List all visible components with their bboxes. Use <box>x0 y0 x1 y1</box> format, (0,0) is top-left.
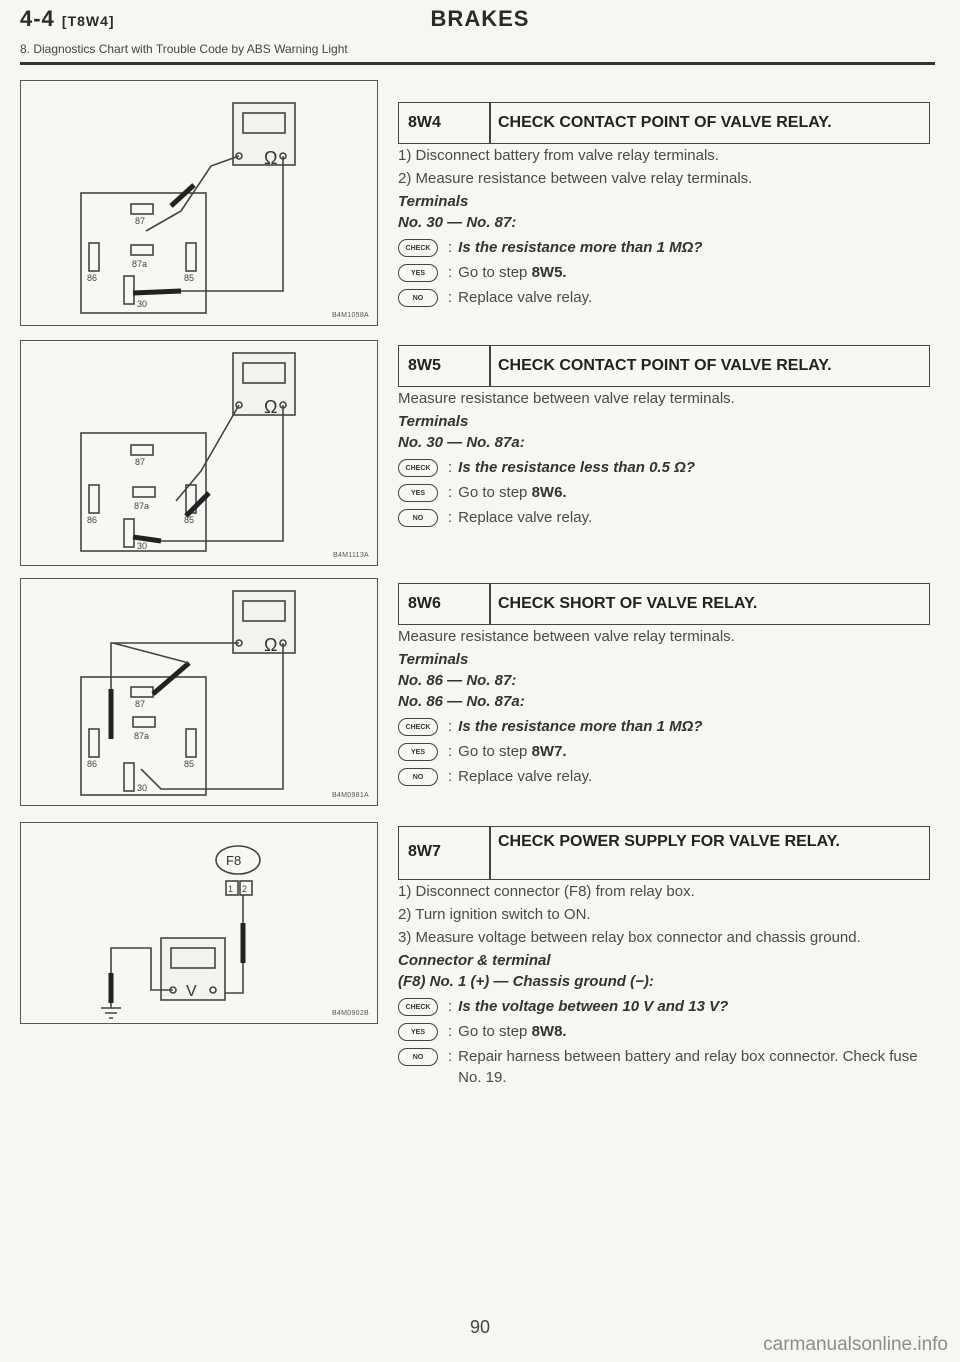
terminal-30-label: 30 <box>137 783 148 793</box>
figure-relay-1 <box>20 80 378 326</box>
instruction-line: 2) Measure resistance between valve relay terminals. <box>398 170 753 187</box>
yes-step-link[interactable]: 8W7. <box>531 743 567 760</box>
spec-label: Terminals <box>398 413 469 430</box>
colon: : <box>448 239 453 256</box>
meter-symbol-3: Ω <box>264 635 278 655</box>
colon: : <box>448 998 453 1015</box>
step-8w4 <box>398 102 930 308</box>
meter-symbol-volt: V <box>186 983 197 1000</box>
yes-badge: YES <box>398 743 438 761</box>
step-divider <box>489 346 491 386</box>
check-badge: CHECK <box>398 239 438 257</box>
colon: : <box>448 289 453 306</box>
spec-value: No. 30 — No. 87: <box>398 214 517 231</box>
terminal-30-label: 30 <box>137 299 148 309</box>
spec-label: Terminals <box>398 193 469 210</box>
step-id: 8W4 <box>408 114 441 131</box>
step-8w5 <box>398 345 930 528</box>
step-divider <box>489 827 491 879</box>
page-title: BRAKES <box>430 6 530 31</box>
terminal-30-label: 30 <box>137 541 148 551</box>
page-header <box>20 6 940 62</box>
colon: : <box>448 264 453 281</box>
no-row <box>398 287 930 308</box>
no-action: Replace valve relay. <box>458 509 593 526</box>
yes-action <box>458 262 930 283</box>
terminal-86-label: 86 <box>87 515 98 525</box>
page-subtitle: 8. Diagnostics Chart with Trouble Code by ABS Warning Light <box>20 42 348 56</box>
step-header <box>398 583 930 625</box>
spec-value: No. 86 — No. 87a: <box>398 693 525 710</box>
terminal-86-label: 86 <box>87 759 98 769</box>
step-title: CHECK CONTACT POINT OF VALVE RELAY. <box>498 357 832 374</box>
yes-step-link[interactable]: 8W8. <box>531 1023 567 1040</box>
yes-prefix: Go to step <box>458 264 528 281</box>
instruction-line: 1) Disconnect battery from valve relay terminals. <box>398 147 719 164</box>
check-question: Is the resistance more than 1 MΩ? <box>458 718 703 735</box>
yes-action <box>458 482 930 503</box>
instruction-line: Measure resistance between valve relay terminals. <box>398 628 735 645</box>
no-badge: NO <box>398 509 438 527</box>
terminal-85-label: 85 <box>184 759 195 769</box>
yes-row <box>398 262 930 283</box>
no-action: Replace valve relay. <box>458 289 593 306</box>
figure-code: B4M0981A <box>331 792 369 799</box>
terminal-86-label: 86 <box>87 273 98 283</box>
figure-connector-f8 <box>20 822 378 1024</box>
check-question: Is the resistance less than 0.5 Ω? <box>458 459 695 476</box>
yes-action <box>458 741 930 762</box>
colon: : <box>448 768 453 785</box>
check-row <box>398 457 930 478</box>
relay-diagram-3 <box>21 579 377 805</box>
instruction-line: Measure resistance between valve relay terminals. <box>398 390 735 407</box>
terminal-87a-label: 87a <box>132 259 148 269</box>
no-badge: NO <box>398 1048 438 1066</box>
step-divider <box>489 103 491 143</box>
yes-step-link[interactable]: 8W5. <box>531 264 567 281</box>
yes-prefix: Go to step <box>458 484 528 501</box>
terminal-87-label: 87 <box>135 457 146 467</box>
colon: : <box>448 743 453 760</box>
section-label: 4-4 <box>20 6 55 31</box>
step-8w7 <box>398 826 930 1088</box>
connector-label-f8: F8 <box>226 853 242 868</box>
no-row <box>398 766 930 787</box>
check-badge: CHECK <box>398 718 438 736</box>
step-id: 8W5 <box>408 357 441 374</box>
figure-code: B4M0902B <box>331 1010 369 1017</box>
page-number: 90 <box>469 1317 491 1337</box>
yes-row <box>398 1021 930 1042</box>
relay-diagram-2 <box>21 341 377 565</box>
instruction-line: 1) Disconnect connector (F8) from relay box. <box>398 883 695 900</box>
yes-action <box>458 1021 930 1042</box>
step-header <box>398 826 930 880</box>
step-header <box>398 102 930 144</box>
pin-2-label: 2 <box>242 884 248 894</box>
figure-code: B4M1058A <box>331 312 369 319</box>
step-id: 8W7 <box>408 843 441 860</box>
terminal-85-label: 85 <box>184 515 195 525</box>
colon: : <box>448 459 453 476</box>
site-watermark: carmanualsonline.info <box>763 1334 948 1355</box>
meter-symbol-1: Ω <box>264 148 278 168</box>
check-badge: CHECK <box>398 998 438 1016</box>
yes-prefix: Go to step <box>458 1023 528 1040</box>
step-8w6 <box>398 583 930 787</box>
yes-prefix: Go to step <box>458 743 528 760</box>
no-row <box>398 1046 930 1088</box>
terminal-85-label: 85 <box>184 273 195 283</box>
step-title: CHECK SHORT OF VALVE RELAY. <box>498 595 758 612</box>
yes-badge: YES <box>398 484 438 502</box>
step-title: CHECK POWER SUPPLY FOR VALVE RELAY. <box>498 833 840 850</box>
no-action: Repair harness between battery and relay box connector. Check fuse No. 19. <box>458 1048 918 1086</box>
meter-symbol-2: Ω <box>264 397 278 417</box>
no-action: Replace valve relay. <box>458 768 593 785</box>
yes-badge: YES <box>398 1023 438 1041</box>
spec-value: No. 86 — No. 87: <box>398 672 517 689</box>
colon: : <box>448 718 453 735</box>
step-divider <box>489 584 491 624</box>
connector-diagram <box>21 823 377 1023</box>
no-row <box>398 507 930 528</box>
step-id: 8W6 <box>408 595 441 612</box>
relay-diagram-1 <box>21 81 377 325</box>
pin-1-label: 1 <box>228 884 234 894</box>
header-rule <box>20 62 935 65</box>
section-code: [T8W4] <box>61 13 115 29</box>
colon: : <box>448 1023 453 1040</box>
figure-code: B4M1113A <box>333 552 369 559</box>
spec-value: No. 30 — No. 87a: <box>398 434 525 451</box>
spec-value: (F8) No. 1 (+) — Chassis ground (−): <box>398 973 654 990</box>
terminal-87-label: 87 <box>135 216 146 226</box>
yes-step-link[interactable]: 8W6. <box>531 484 567 501</box>
check-row <box>398 716 930 737</box>
check-question: Is the resistance more than 1 MΩ? <box>458 239 703 256</box>
check-question: Is the voltage between 10 V and 13 V? <box>458 998 729 1015</box>
instruction-line: 3) Measure voltage between relay box connector and chassis ground. <box>398 929 861 946</box>
spec-label: Connector & terminal <box>398 952 551 969</box>
step-title: CHECK CONTACT POINT OF VALVE RELAY. <box>498 114 832 131</box>
step-header <box>398 345 930 387</box>
check-badge: CHECK <box>398 459 438 477</box>
terminal-87-label: 87 <box>135 699 146 709</box>
no-badge: NO <box>398 768 438 786</box>
colon: : <box>448 1048 453 1065</box>
colon: : <box>448 509 453 526</box>
terminal-87a-label: 87a <box>134 501 150 511</box>
no-badge: NO <box>398 289 438 307</box>
figure-relay-3 <box>20 578 378 806</box>
figure-relay-2 <box>20 340 378 566</box>
instruction-line: 2) Turn ignition switch to ON. <box>398 906 591 923</box>
colon: : <box>448 484 453 501</box>
terminal-87a-label: 87a <box>134 731 150 741</box>
yes-badge: YES <box>398 264 438 282</box>
check-row <box>398 237 930 258</box>
check-row <box>398 996 930 1017</box>
yes-row <box>398 741 930 762</box>
yes-row <box>398 482 930 503</box>
spec-label: Terminals <box>398 651 469 668</box>
